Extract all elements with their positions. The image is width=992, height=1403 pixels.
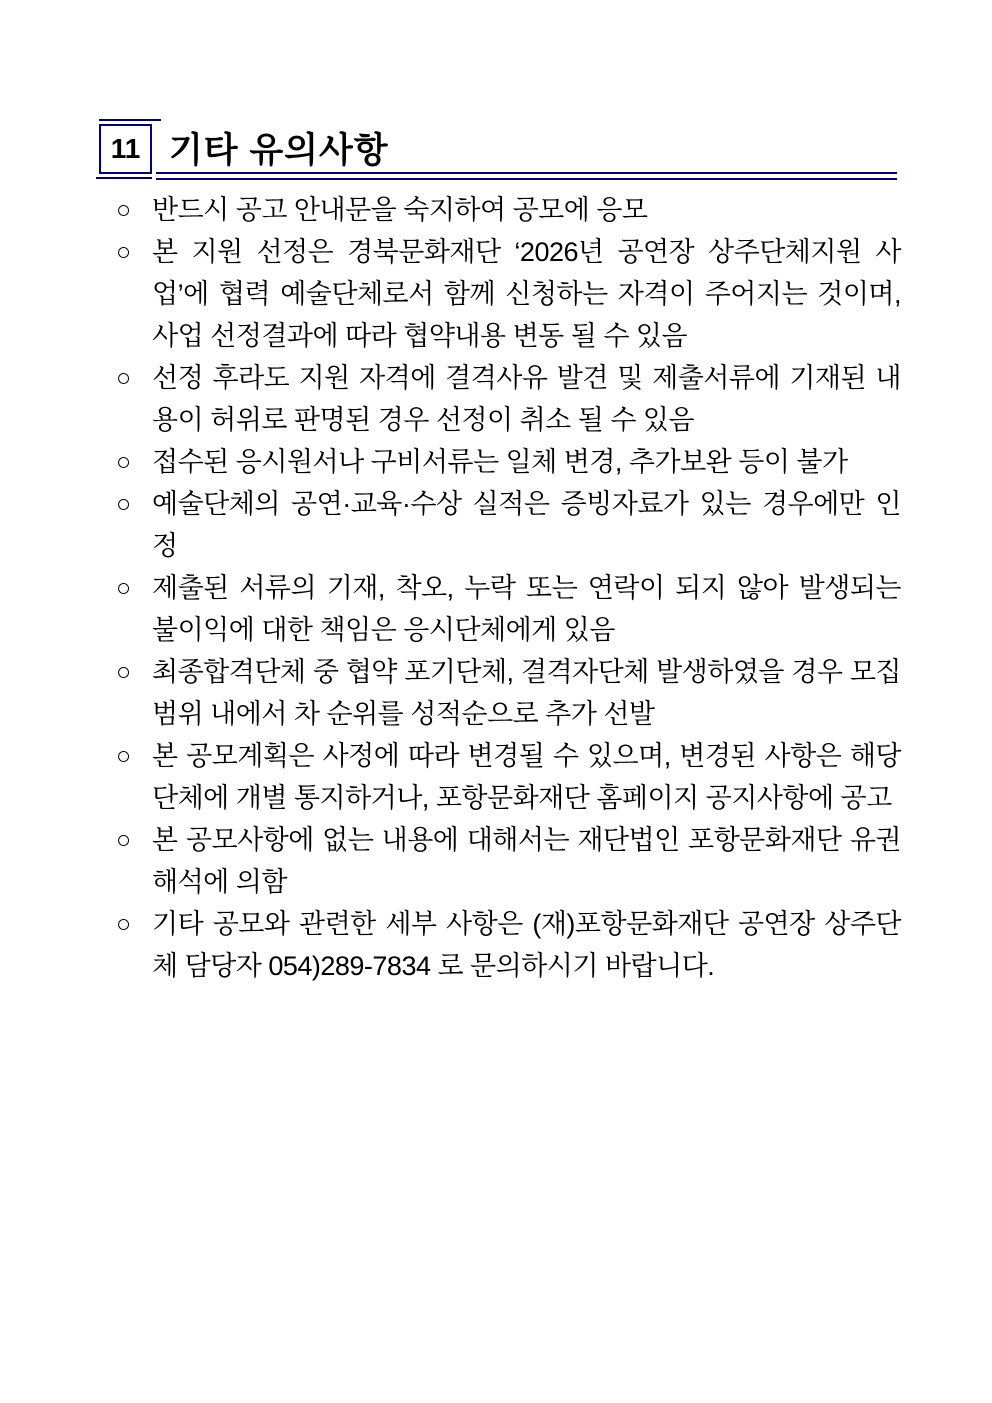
section-title: 기타 유의사항 [169, 131, 389, 170]
header-top-accent-line [99, 119, 161, 121]
notice-item [95, 819, 901, 903]
notice-text: 접수된 응시원서나 구비서류는 일체 변경, 추가보완 등이 불가 [152, 447, 848, 477]
section-header [95, 117, 901, 183]
circle-bullet-icon: ○ [116, 574, 132, 602]
notice-item [95, 357, 901, 441]
notice-item [95, 903, 901, 987]
notice-item [95, 567, 901, 651]
circle-bullet-icon: ○ [116, 910, 132, 938]
circle-bullet-icon: ○ [116, 448, 132, 476]
notice-item [95, 231, 901, 357]
notice-item [95, 651, 901, 735]
notice-item [95, 189, 901, 231]
circle-bullet-icon: ○ [116, 238, 132, 266]
circle-bullet-icon: ○ [116, 742, 132, 770]
notice-text: 본 공모계획은 사정에 따라 변경될 수 있으며, 변경된 사항은 해당단체에 개별 통지하거나, 포항문화재단 홈페이지 공지사항에 공고 [152, 741, 901, 813]
notice-text: 반드시 공고 안내문을 숙지하여 공모에 응모 [152, 195, 648, 225]
circle-bullet-icon: ○ [116, 490, 132, 518]
notice-text: 선정 후라도 지원 자격에 결격사유 발견 및 제출서류에 기재된 내용이 허위로 판명된 경우 선정이 취소 될 수 있음 [152, 363, 901, 435]
circle-bullet-icon: ○ [116, 826, 132, 854]
notice-item [95, 441, 901, 483]
notice-list [95, 189, 901, 987]
section-number-box [99, 124, 152, 174]
notice-text: 기타 공모와 관련한 세부 사항은 (재)포항문화재단 공연장 상주단체 담당자 054)289-7834 로 문의하시기 바랍니다. [152, 909, 901, 981]
header-double-underline [156, 172, 897, 180]
notice-text: 제출된 서류의 기재, 착오, 누락 또는 연락이 되지 않아 발생되는 불이익에 대한 책임은 응시단체에게 있음 [152, 573, 901, 645]
section-number: 11 [110, 133, 141, 164]
circle-bullet-icon: ○ [116, 196, 132, 224]
notice-text: 예술단체의 공연·교육·수상 실적은 증빙자료가 있는 경우에만 인정 [152, 489, 901, 561]
notice-text: 본 지원 선정은 경북문화재단 ‘2026년 공연장 상주단체지원 사업’에 협력 예술단체로서 함께 신청하는 자격이 주어지는 것이며, 사업 선정결과에 따라 협약내용 변동 될 수 있음 [152, 237, 901, 351]
notice-text: 본 공모사항에 없는 내용에 대해서는 재단법인 포항문화재단 유권해석에 의함 [152, 825, 901, 897]
notice-item [95, 735, 901, 819]
header-box-under-line [96, 177, 152, 179]
notice-item [95, 483, 901, 567]
notice-text: 최종합격단체 중 협약 포기단체, 결격자단체 발생하였을 경우 모집 범위 내에서 차 순위를 성적순으로 추가 선발 [152, 657, 901, 729]
circle-bullet-icon: ○ [116, 364, 132, 392]
circle-bullet-icon: ○ [116, 658, 132, 686]
